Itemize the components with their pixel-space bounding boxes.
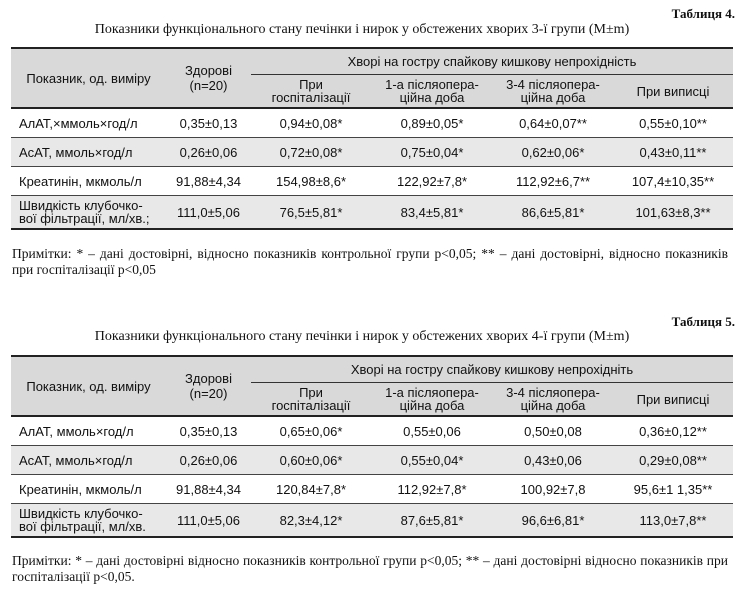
- cell-value: 0,43±0,11**: [613, 138, 733, 167]
- cell-value: 0,43±0,06: [493, 446, 613, 475]
- cell-value: 0,36±0,12**: [613, 416, 733, 446]
- header-admission: При госпіталізації: [251, 75, 371, 109]
- cell-value: 107,4±10,35**: [613, 167, 733, 196]
- table-row: [11, 196, 733, 230]
- cell-value: 122,92±7,8*: [371, 167, 493, 196]
- table-row: [11, 446, 733, 475]
- table-row: [11, 167, 733, 196]
- cell-value: 91,88±4,34: [166, 475, 251, 504]
- cell-value: 96,6±6,81*: [493, 504, 613, 538]
- row-label: Креатинін, мкмоль/л: [11, 475, 166, 504]
- table-row: [11, 416, 733, 446]
- data-table: [11, 355, 733, 538]
- cell-value: 76,5±5,81*: [251, 196, 371, 230]
- header-indicator: Показник, од. виміру: [11, 356, 166, 416]
- cell-value: 0,26±0,06: [166, 138, 251, 167]
- table-row: [11, 108, 733, 138]
- row-label: АсАТ, ммоль×год/л: [11, 446, 166, 475]
- cell-value: 0,75±0,04*: [371, 138, 493, 167]
- cell-value: 154,98±8,6*: [251, 167, 371, 196]
- cell-value: 86,6±5,81*: [493, 196, 613, 230]
- header-postop-day-3-4: 3-4 післяопера- ційна доба: [493, 75, 613, 109]
- table-title: Показники функціонального стану печінки і нирок у обстежених хворих 3-ї групи (M±m): [94, 22, 630, 37]
- cell-value: 0,55±0,04*: [371, 446, 493, 475]
- cell-value: 82,3±4,12*: [251, 504, 371, 538]
- row-label: АлАТ,×ммоль×год/л: [11, 108, 166, 138]
- header-healthy: Здорові (n=20): [166, 356, 251, 416]
- cell-value: 101,63±8,3**: [613, 196, 733, 230]
- cell-value: 0,35±0,13: [166, 416, 251, 446]
- header-postop-day-3-4: 3-4 післяопера- ційна доба: [493, 383, 613, 417]
- row-label: АсАТ, ммоль×год/л: [11, 138, 166, 167]
- row-label: Креатинін, мкмоль/л: [11, 167, 166, 196]
- table-note: Примітки: * – дані достовірні, відносно показників контрольної групи p<0,05; ** – дані достовірні, відносно показників при госпіталізації p<0,05: [12, 246, 728, 277]
- cell-value: 112,92±7,8*: [371, 475, 493, 504]
- cell-value: 95,6±1 1,35**: [613, 475, 733, 504]
- cell-value: 113,0±7,8**: [613, 504, 733, 538]
- cell-value: 0,55±0,10**: [613, 108, 733, 138]
- header-discharge: При виписці: [613, 383, 733, 417]
- header-patients-group: Хворі на гостру спайкову кишкову непрохідніть: [251, 356, 733, 383]
- cell-value: 0,60±0,06*: [251, 446, 371, 475]
- table-number: Таблиця 5.: [671, 314, 735, 329]
- header-postop-day-1: 1-а післяопера- ційна доба: [371, 383, 493, 417]
- cell-value: 0,65±0,06*: [251, 416, 371, 446]
- cell-value: 112,92±6,7**: [493, 167, 613, 196]
- table-row: [11, 138, 733, 167]
- cell-value: 111,0±5,06: [166, 196, 251, 230]
- row-label: Швидкість клубочко- вої фільтрації, мл/хв.: [11, 504, 166, 538]
- cell-value: 0,64±0,07**: [493, 108, 613, 138]
- table-title: Показники функціонального стану печінки і нирок у обстежених хворих 4-ї групи (M±m): [94, 329, 630, 344]
- table-row: [11, 504, 733, 538]
- header-healthy: Здорові (n=20): [166, 48, 251, 108]
- row-label: АлАТ, ммоль×год/л: [11, 416, 166, 446]
- cell-value: 111,0±5,06: [166, 504, 251, 538]
- header-admission: При госпіталізації: [251, 383, 371, 417]
- cell-value: 0,62±0,06*: [493, 138, 613, 167]
- row-label: Швидкість клубочко- вої фільтрації, мл/хв.;: [11, 196, 166, 230]
- cell-value: 91,88±4,34: [166, 167, 251, 196]
- cell-value: 0,35±0,13: [166, 108, 251, 138]
- header-patients-group: Хворі на гостру спайкову кишкову непрохідність: [251, 48, 733, 75]
- cell-value: 83,4±5,81*: [371, 196, 493, 230]
- cell-value: 0,55±0,06: [371, 416, 493, 446]
- cell-value: 0,50±0,08: [493, 416, 613, 446]
- data-table: [11, 47, 733, 230]
- table-note: Примітки: * – дані достовірні відносно показників контрольної групи p<0,05; ** – дані достовірні відносно показників при госпіталізації p<0,05.: [12, 553, 728, 584]
- cell-value: 0,89±0,05*: [371, 108, 493, 138]
- cell-value: 100,92±7,8: [493, 475, 613, 504]
- cell-value: 0,29±0,08**: [613, 446, 733, 475]
- cell-value: 0,26±0,06: [166, 446, 251, 475]
- header-indicator: Показник, од. виміру: [11, 48, 166, 108]
- cell-value: 0,94±0,08*: [251, 108, 371, 138]
- cell-value: 120,84±7,8*: [251, 475, 371, 504]
- header-discharge: При виписці: [613, 75, 733, 109]
- header-postop-day-1: 1-а післяопера- ційна доба: [371, 75, 493, 109]
- cell-value: 0,72±0,08*: [251, 138, 371, 167]
- cell-value: 87,6±5,81*: [371, 504, 493, 538]
- table-number: Таблиця 4.: [671, 6, 735, 21]
- table-row: [11, 475, 733, 504]
